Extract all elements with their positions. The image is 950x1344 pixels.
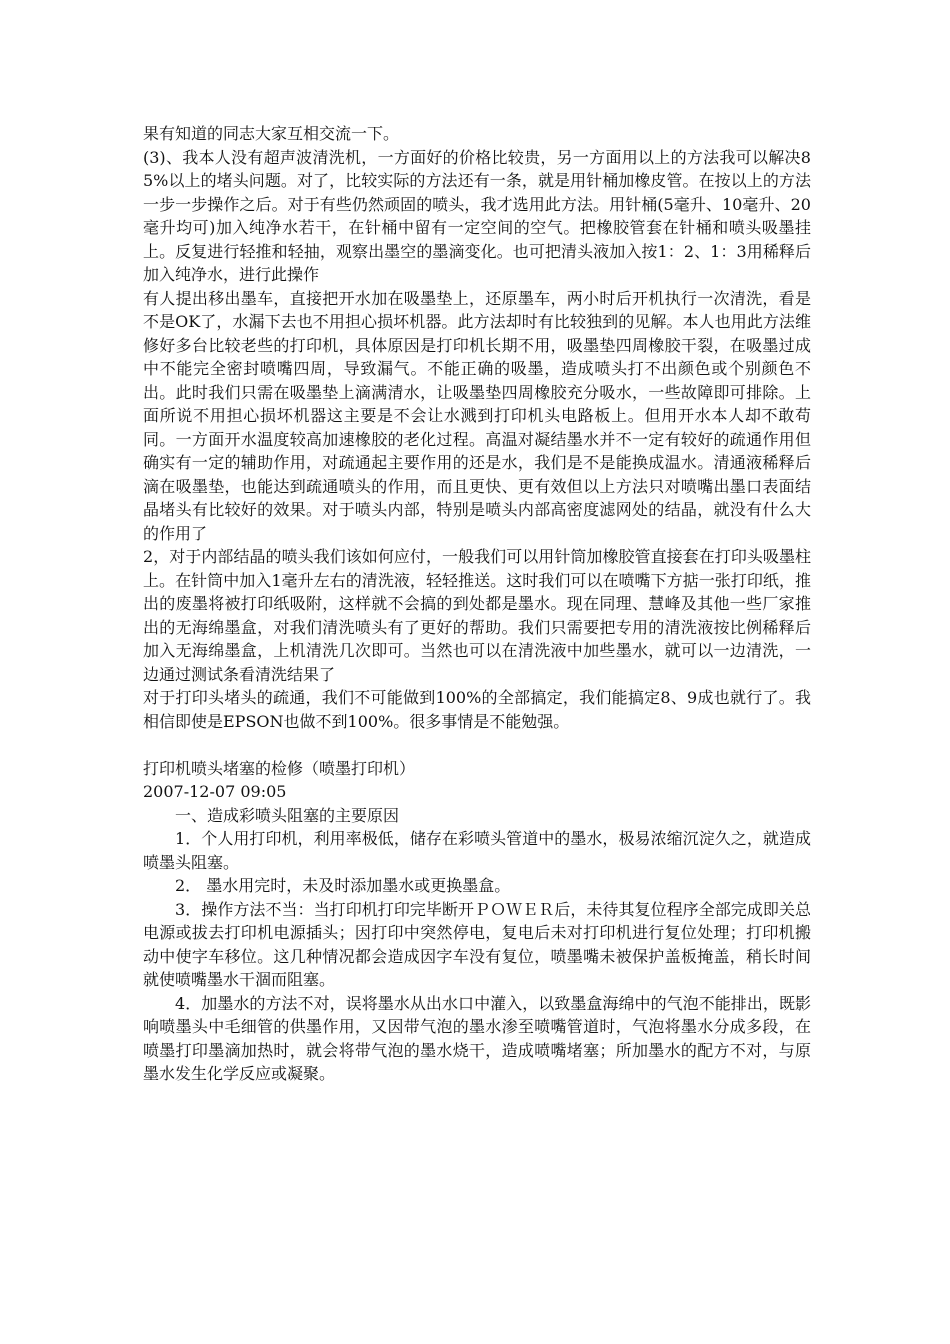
blank-line [143,733,811,757]
article-date: 2007-12-07 09:05 [143,782,287,801]
document-page [143,122,811,1086]
cause-item-2: 2． 墨水用完时，未及时添加墨水或更换墨盒。 [175,876,511,895]
article-title: 打印机喷头堵塞的检修（喷墨打印机） [143,758,416,778]
cause-item-4: 4．加墨水的方法不对，误将墨水从出水口中灌入，以致墨盒海绵中的气泡不能排出，既影响喷墨头中毛细管的供墨作用，又因带气泡的墨水渗至喷嘴管道时，气泡将墨水分成多段，在喷墨打印墨滴加热时，就会将带气泡的墨水烧干，造成喷嘴堵塞；所加墨水的配方不对，与原墨水发生化学反应或凝聚。 [143,993,811,1083]
section-heading: 一、造成彩喷头阻塞的主要原因 [175,805,400,825]
paragraph-method-syringe: (3)、我本人没有超声波清洗机，一方面好的价格比较贵，另一方面用以上的方法我可以解决85%以上的堵头问题。对了，比较实际的方法还有一条，就是用针桶加橡皮管。在按以上的方法一步一步操作之后。对于有些仍然顽固的喷头，我才选用此方法。用针桶(5毫升、10毫升、20毫升均可)加入纯净水若干，在针桶中留有一定空间的空气。把橡胶管套在针桶和喷头吸墨挂上。反复进行轻推和轻抽，观察出墨空的墨滴变化。也可把清头液加入按1：2、1：3用稀释后加入纯净水，进行此操作 [143,147,811,284]
paragraph-conclusion: 对于打印头堵头的疏通，我们不可能做到100%的全部搞定，我们能搞定8、9成也就行了。我相信即使是EPSON也做不到100%。很多事情是不能勉强。 [143,688,811,731]
paragraph-hot-water-method: 有人提出移出墨车，直接把开水加在吸墨垫上，还原墨车，两小时后开机执行一次清洗，看是不是OK了，水漏下去也不用担心损坏机器。此方法却时有比较独到的见解。本人也用此方法维修好多台比较老些的打印机，具体原因是打印机长期不用，吸墨垫四周橡胶干裂，在吸墨过成中不能完全密封喷嘴四周，导致漏气。不能正确的吸墨，造成喷头打不出颜色或个别颜色不出。此时我们只需在吸墨垫上滴满清水，让吸墨垫四周橡胶充分吸水，一些故障即可排除。上面所说不用担心损坏机器这主要是不会让水溅到打印机头电路板上。但用开水本人却不敢苟同。一方面开水温度较高加速橡胶的老化过程。高温对凝结墨水并不一定有较好的疏通作用但确实有一定的辅助作用，对疏通起主要作用的还是水，我们是不是能换成温水。清通液稀释后滴在吸墨垫，也能达到疏通喷头的作用，而且更快、更有效但以上方法只对喷嘴出墨口表面结晶堵头有比较好的效果。对于喷头内部，特别是喷头内部高密度滤网处的结晶，就没有什么大的作用了 [143,288,811,543]
cause-item-1: 1．个人用打印机，利用率极低，储存在彩喷头管道中的墨水，极易浓缩沉淀久之，就造成喷墨头阻塞。 [143,829,811,872]
paragraph-internal-crystal: 2，对于内部结晶的喷头我们该如何应付，一般我们可以用针筒加橡胶管直接套在打印头吸墨柱上。在针筒中加入1毫升左右的清洗液，轻轻推送。这时我们可以在喷嘴下方掂一张打印纸，推出的废墨将被打印纸吸附，这样就不会搞的到处都是墨水。现在同理、慧峰及其他一些厂家推出的无海绵墨盒，对我们清洗喷头有了更好的帮助。我们只需要把专用的清洗液按比例稀释后加入无海绵墨盒，上机清洗几次即可。当然也可以在清洗液中加些墨水，就可以一边清洗，一边通过测试条看清洗结果了 [143,547,811,684]
cause-item-3: 3．操作方法不当：当打印机打印完毕断开ＰＯＷＥＲ后，未待其复位程序全部完成即关总电源或拔去打印机电源插头；因打印中突然停电，复电后未对打印机进行复位处理；打印机搬动中使字车移位。这几种情况都会造成因字车没有复位，喷墨嘴未被保护盖板掩盖，稍长时间就使喷嘴墨水干涸而阻塞。 [143,899,811,989]
paragraph-intro: 果有知道的同志大家互相交流一下。 [143,124,400,143]
